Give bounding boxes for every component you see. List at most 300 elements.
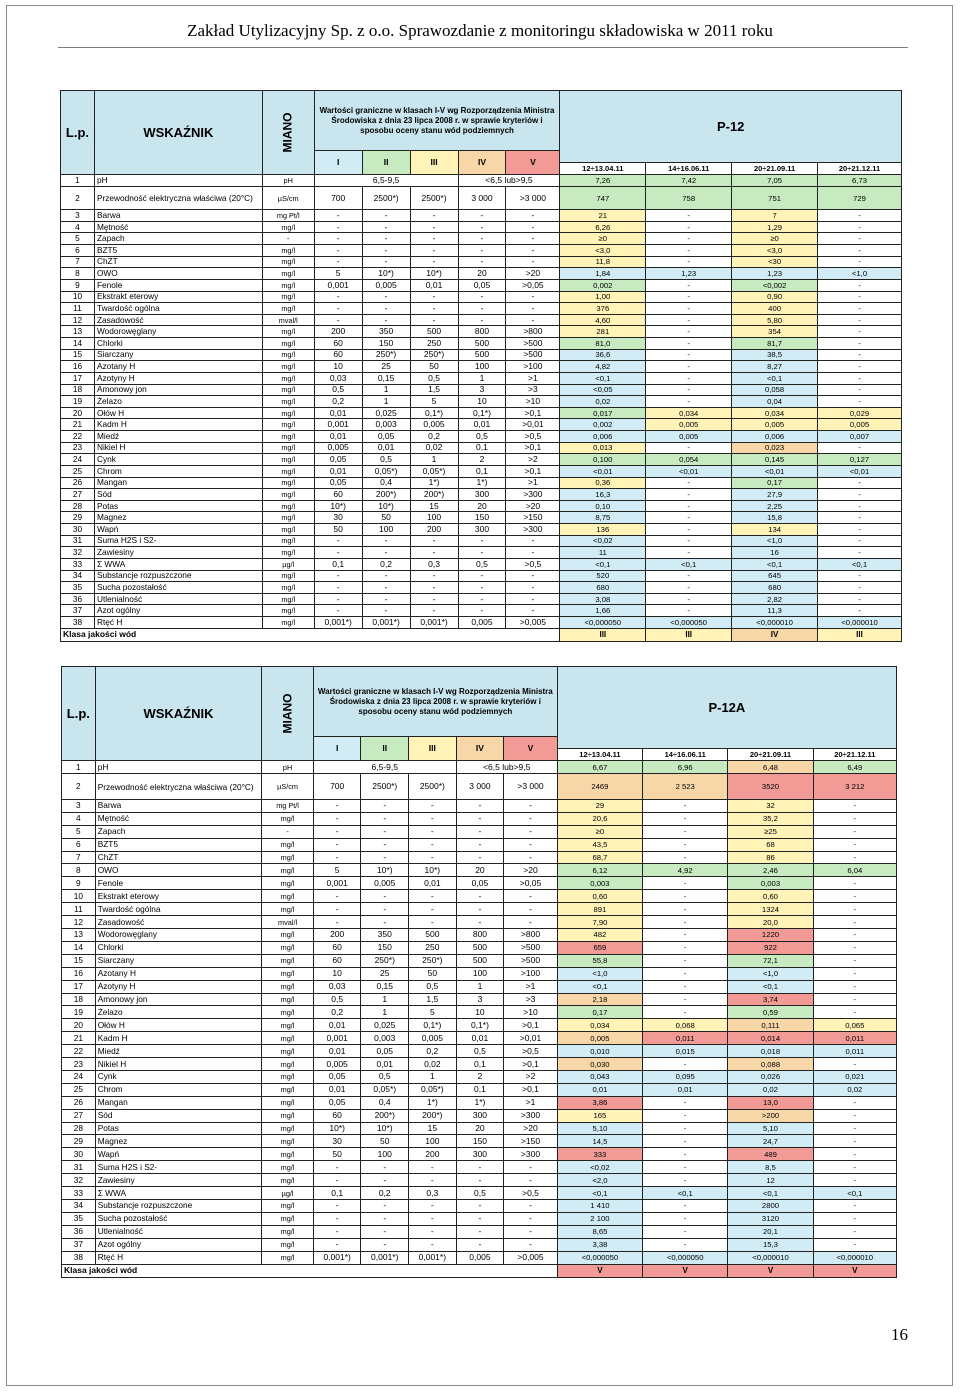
indicator-unit: mg/l xyxy=(262,1096,314,1109)
row-number: 38 xyxy=(62,1251,96,1264)
limit-value: 0,005 xyxy=(313,1058,361,1071)
limit-value: >10 xyxy=(504,1006,558,1019)
indicator-name: pH xyxy=(94,175,262,187)
table-row xyxy=(61,593,902,605)
measurement-value: - xyxy=(813,812,896,825)
sample-date-header: 20÷21.09.11 xyxy=(732,163,818,175)
limit-value: 0,05 xyxy=(458,279,506,291)
limit-value: 0,5 xyxy=(456,1187,504,1200)
measurement-value: - xyxy=(818,314,902,326)
measurement-value: - xyxy=(643,1058,728,1071)
measurement-value: 14,5 xyxy=(557,1135,642,1148)
measurement-value: - xyxy=(643,1006,728,1019)
measurement-value: - xyxy=(818,384,902,396)
indicator-name: Wapń xyxy=(95,1148,262,1161)
table-row xyxy=(62,838,897,851)
limit-value: 0,5 xyxy=(361,1070,409,1083)
measurement-value: - xyxy=(813,1225,896,1238)
limit-value: >800 xyxy=(504,928,558,941)
measurement-value: 0,058 xyxy=(732,384,818,396)
row-number: 27 xyxy=(62,1109,96,1122)
sample-date-header: 14÷16.06.11 xyxy=(643,749,728,761)
measurement-value: 729 xyxy=(818,186,902,209)
table-row xyxy=(61,326,902,338)
indicator-unit: mg/l xyxy=(262,1174,314,1187)
measurement-value: - xyxy=(813,967,896,980)
indicator-name: Azotyny H xyxy=(95,980,262,993)
measurement-value: - xyxy=(818,221,902,233)
limit-value: 0,05*) xyxy=(410,465,458,477)
limit-value: >0,1 xyxy=(506,407,560,419)
table-row xyxy=(62,1161,897,1174)
measurement-value: 29 xyxy=(557,799,642,812)
measurement-value: 680 xyxy=(560,582,646,594)
table-row xyxy=(61,477,902,489)
limit-value: - xyxy=(313,916,361,929)
indicator-name: Zapach xyxy=(95,825,262,838)
limit-value: 15 xyxy=(409,1122,457,1135)
limit-value: - xyxy=(361,1161,409,1174)
limit-value: - xyxy=(456,825,504,838)
measurement-value: - xyxy=(813,799,896,812)
limit-value: 1 xyxy=(362,384,410,396)
measurement-value: - xyxy=(646,384,732,396)
limit-value: 20 xyxy=(456,1122,504,1135)
measurement-value: 891 xyxy=(557,903,642,916)
indicator-unit: mg/l xyxy=(262,1083,314,1096)
row-number: 31 xyxy=(62,1161,96,1174)
measurement-value: - xyxy=(818,524,902,536)
limit-value: 0,001*) xyxy=(362,617,410,629)
table-row xyxy=(62,980,897,993)
measurement-value: <0,1 xyxy=(818,558,902,570)
limit-value: >3 000 xyxy=(506,186,560,209)
measurement-value: <1,0 xyxy=(818,268,902,280)
measurement-value: 21 xyxy=(560,210,646,222)
measurement-value: 0,002 xyxy=(560,279,646,291)
measurement-value: 8,5 xyxy=(728,1161,813,1174)
limit-value: - xyxy=(456,1200,504,1213)
measurement-value: - xyxy=(818,593,902,605)
row-number: 30 xyxy=(62,1148,96,1161)
limit-value: - xyxy=(313,1200,361,1213)
indicator-name: Cynk xyxy=(94,454,262,466)
row-number: 11 xyxy=(61,303,95,315)
limit-value: - xyxy=(504,1212,558,1225)
limit-value: - xyxy=(504,916,558,929)
limit-value: 0,001 xyxy=(313,1032,361,1045)
measurement-value: 2 523 xyxy=(643,774,728,800)
limit-value: - xyxy=(409,851,457,864)
table-row xyxy=(62,1006,897,1019)
row-number: 19 xyxy=(61,396,95,408)
measurement-value: <0,02 xyxy=(557,1161,642,1174)
limit-value: 20 xyxy=(458,500,506,512)
limit-value: 0,2 xyxy=(314,396,362,408)
indicator-name: Chlorki xyxy=(95,941,262,954)
indicator-unit: mg/l xyxy=(262,384,314,396)
row-number: 14 xyxy=(61,338,95,350)
limit-value: - xyxy=(458,593,506,605)
limit-value: - xyxy=(361,1200,409,1213)
limit-value: 1 xyxy=(409,1070,457,1083)
header-miano-text: MIANO xyxy=(280,112,295,153)
indicator-name: BZT5 xyxy=(95,838,262,851)
table-row xyxy=(61,372,902,384)
limit-value: - xyxy=(361,1212,409,1225)
limit-value: 500 xyxy=(458,338,506,350)
table-row xyxy=(61,547,902,559)
limit-value: 150 xyxy=(362,338,410,350)
measurement-value: 3,74 xyxy=(728,993,813,1006)
row-number: 26 xyxy=(61,477,95,489)
indicator-unit: mg/l xyxy=(262,812,314,825)
limit-value: 100 xyxy=(409,1135,457,1148)
measurement-value: 2800 xyxy=(728,1200,813,1213)
table-row xyxy=(61,419,902,431)
measurement-value: 1324 xyxy=(728,903,813,916)
indicator-unit: mg/l xyxy=(262,864,314,877)
measurement-value: 758 xyxy=(646,186,732,209)
measurement-value: 1,66 xyxy=(560,605,646,617)
limit-value: 0,1 xyxy=(314,558,362,570)
table-row xyxy=(62,1109,897,1122)
limit-value: 10 xyxy=(456,1006,504,1019)
limit-value: 0,05 xyxy=(314,454,362,466)
row-number: 20 xyxy=(62,1019,96,1032)
class-header: IV xyxy=(458,151,506,175)
measurement-value: 5,10 xyxy=(728,1122,813,1135)
limit-value: - xyxy=(409,916,457,929)
limit-value: 0,003 xyxy=(361,1032,409,1045)
row-number: 10 xyxy=(62,890,96,903)
row-number: 6 xyxy=(61,245,95,257)
limit-value: 0,001*) xyxy=(410,617,458,629)
limit-value: - xyxy=(506,291,560,303)
measurement-value: 81,0 xyxy=(560,338,646,350)
quality-class-label: Klasa jakości wód xyxy=(62,1264,558,1277)
limit-value: 0,5 xyxy=(410,372,458,384)
measurement-value: - xyxy=(818,361,902,373)
measurement-value: - xyxy=(643,1238,728,1251)
table-row xyxy=(61,512,902,524)
measurement-value: - xyxy=(643,877,728,890)
measurement-value: - xyxy=(643,890,728,903)
measurement-value: <0,1 xyxy=(732,558,818,570)
limit-value: - xyxy=(456,1238,504,1251)
limit-value: 0,5 xyxy=(456,1045,504,1058)
limit-value: >1 xyxy=(504,1096,558,1109)
indicator-unit: mg/l xyxy=(262,1161,314,1174)
row-number: 4 xyxy=(61,221,95,233)
measurement-value: - xyxy=(813,1122,896,1135)
class-header: III xyxy=(410,151,458,175)
limit-value: - xyxy=(410,291,458,303)
measurement-value: - xyxy=(818,291,902,303)
row-number: 2 xyxy=(62,774,96,800)
row-number: 4 xyxy=(62,812,96,825)
row-number: 25 xyxy=(62,1083,96,1096)
row-number: 15 xyxy=(61,349,95,361)
indicator-name: Zasadowość xyxy=(94,314,262,326)
measurement-value: - xyxy=(818,372,902,384)
limit-value: 0,005 xyxy=(314,442,362,454)
row-number: 7 xyxy=(61,256,95,268)
measurement-value: 3,38 xyxy=(557,1238,642,1251)
measurement-value: 0,59 xyxy=(728,1006,813,1019)
indicator-unit: mg/l xyxy=(262,1238,314,1251)
table-row xyxy=(61,396,902,408)
limit-value: 0,3 xyxy=(409,1187,457,1200)
indicator-name: ChZT xyxy=(95,851,262,864)
indicator-unit: mg/l xyxy=(262,570,314,582)
limit-value: - xyxy=(506,256,560,268)
measurement-value: 72,1 xyxy=(728,954,813,967)
measurement-value: 15,3 xyxy=(728,1238,813,1251)
measurement-value: - xyxy=(813,1161,896,1174)
limit-value: 3 xyxy=(458,384,506,396)
limit-value: - xyxy=(409,1212,457,1225)
row-number: 18 xyxy=(61,384,95,396)
indicator-name: Chrom xyxy=(95,1083,262,1096)
measurement-value: <0,1 xyxy=(560,558,646,570)
limit-value: - xyxy=(362,210,410,222)
limit-value: - xyxy=(314,582,362,594)
limit-value: 0,01 xyxy=(313,1019,361,1032)
measurement-value: 0,034 xyxy=(557,1019,642,1032)
limit-value: - xyxy=(361,812,409,825)
measurement-value: 747 xyxy=(560,186,646,209)
table-row xyxy=(62,812,897,825)
limit-value: 0,2 xyxy=(313,1006,361,1019)
measurement-value: 68,7 xyxy=(557,851,642,864)
measurement-value: <0,1 xyxy=(557,980,642,993)
indicator-unit: mg/l xyxy=(262,941,314,954)
measurement-value: 7 xyxy=(732,210,818,222)
limit-value: 250 xyxy=(409,941,457,954)
limit-value: 0,2 xyxy=(361,1187,409,1200)
limit-value: 3 000 xyxy=(456,774,504,800)
measurement-value: 6,67 xyxy=(557,761,642,774)
measurement-value: - xyxy=(646,221,732,233)
limit-value: - xyxy=(504,890,558,903)
measurement-value: <30 xyxy=(732,256,818,268)
measurement-value: <0,02 xyxy=(560,535,646,547)
limit-value: 0,1 xyxy=(456,1083,504,1096)
measurement-value: 520 xyxy=(560,570,646,582)
measurement-value: 13,0 xyxy=(728,1096,813,1109)
measurement-value: 333 xyxy=(557,1148,642,1161)
quality-class-value: III xyxy=(818,628,902,641)
class-header: II xyxy=(362,151,410,175)
measurement-value: <0,000010 xyxy=(732,617,818,629)
limit-value: 200 xyxy=(410,524,458,536)
measurement-value: 0,007 xyxy=(818,431,902,443)
measurement-value: 0,013 xyxy=(560,442,646,454)
measurement-value: <0,000050 xyxy=(557,1251,642,1264)
measurement-value: - xyxy=(643,851,728,864)
measurement-value: - xyxy=(643,1148,728,1161)
limit-value: 60 xyxy=(313,1109,361,1122)
limit-value: 800 xyxy=(456,928,504,941)
indicator-name: Substancje rozpuszczone xyxy=(95,1200,262,1213)
limit-value: 250*) xyxy=(409,954,457,967)
indicator-name: Fenole xyxy=(95,877,262,890)
limit-value: - xyxy=(458,535,506,547)
measurement-value: - xyxy=(818,233,902,245)
measurement-value: 2,82 xyxy=(732,593,818,605)
measurement-value: 6,12 xyxy=(557,864,642,877)
measurement-value: ≥0 xyxy=(560,233,646,245)
limit-value: 0,05 xyxy=(313,1096,361,1109)
page-number: 16 xyxy=(891,1325,908,1344)
limit-value: - xyxy=(504,1161,558,1174)
table-row xyxy=(62,799,897,812)
measurement-value: - xyxy=(643,838,728,851)
limit-value: - xyxy=(361,916,409,929)
measurement-value: - xyxy=(646,582,732,594)
limit-value: - xyxy=(458,210,506,222)
row-number: 32 xyxy=(62,1174,96,1187)
measurement-value: 0,014 xyxy=(728,1032,813,1045)
limit-value: >300 xyxy=(504,1148,558,1161)
measurement-value: 0,005 xyxy=(557,1032,642,1045)
limit-value: 150 xyxy=(361,941,409,954)
limit-value: - xyxy=(362,221,410,233)
indicator-unit: mg/l xyxy=(262,1251,314,1264)
limit-value: - xyxy=(409,825,457,838)
indicator-unit: pH xyxy=(262,761,314,774)
indicator-name: Przewodność elektryczna właściwa (20°C) xyxy=(94,186,262,209)
limit-value: 0,15 xyxy=(362,372,410,384)
indicator-unit: mg/l xyxy=(262,1045,314,1058)
limit-value: 0,3 xyxy=(410,558,458,570)
indicator-unit: mg/l xyxy=(262,593,314,605)
measurement-value: 20,0 xyxy=(728,916,813,929)
limit-value: 0,2 xyxy=(409,1045,457,1058)
measurement-value: 2469 xyxy=(557,774,642,800)
indicator-name: Potas xyxy=(94,500,262,512)
limit-value: 0,1*) xyxy=(456,1019,504,1032)
measurement-value: 1,00 xyxy=(560,291,646,303)
measurement-value: - xyxy=(643,1212,728,1225)
indicator-name: Wodorowęglany xyxy=(95,928,262,941)
class-header: V xyxy=(506,151,560,175)
limit-value: 0,05*) xyxy=(409,1083,457,1096)
limit-value: 200 xyxy=(314,326,362,338)
indicator-unit: mval/l xyxy=(262,916,314,929)
limit-value: - xyxy=(409,890,457,903)
limit-range: 6,5-9,5 xyxy=(314,175,458,187)
measurement-value: - xyxy=(813,1200,896,1213)
limit-value: - xyxy=(314,303,362,315)
limit-value: 0,01 xyxy=(313,1045,361,1058)
limit-value: >0,01 xyxy=(504,1032,558,1045)
limit-value: 700 xyxy=(314,186,362,209)
limit-value: 0,025 xyxy=(362,407,410,419)
row-number: 38 xyxy=(61,617,95,629)
row-number: 17 xyxy=(62,980,96,993)
indicator-unit: mg/l xyxy=(262,1058,314,1071)
indicator-name: Azotany H xyxy=(95,967,262,980)
measurement-value: 68 xyxy=(728,838,813,851)
indicator-unit: mg/l xyxy=(262,547,314,559)
indicator-name: Ołów H xyxy=(94,407,262,419)
limit-value: - xyxy=(362,605,410,617)
measurement-value: <0,01 xyxy=(646,465,732,477)
measurement-value: - xyxy=(813,838,896,851)
sampling-point-label: P-12A xyxy=(557,667,896,749)
table-row xyxy=(61,186,902,209)
limit-value: 0,01 xyxy=(314,431,362,443)
measurement-value: 7,90 xyxy=(557,916,642,929)
measurement-value: 11,8 xyxy=(560,256,646,268)
measurement-value: - xyxy=(818,477,902,489)
indicator-unit: mg/l xyxy=(262,268,314,280)
limit-value: >100 xyxy=(504,967,558,980)
indicator-unit: mg/l xyxy=(262,838,314,851)
limit-value: - xyxy=(410,547,458,559)
measurement-value: 11 xyxy=(560,547,646,559)
limit-value: 0,005 xyxy=(361,877,409,890)
table-row xyxy=(61,384,902,396)
limit-value: - xyxy=(410,303,458,315)
limit-range: 6,5-9,5 xyxy=(313,761,456,774)
measurement-value: 35,2 xyxy=(728,812,813,825)
indicator-unit: mg/l xyxy=(262,489,314,501)
row-number: 32 xyxy=(61,547,95,559)
measurement-value: 0,088 xyxy=(728,1058,813,1071)
limit-value: - xyxy=(506,593,560,605)
table-row xyxy=(61,431,902,443)
limit-value: 200*) xyxy=(410,489,458,501)
limit-value: 500 xyxy=(456,941,504,954)
measurement-value: 2,46 xyxy=(728,864,813,877)
indicator-unit: mg/l xyxy=(262,1006,314,1019)
limit-value: >500 xyxy=(506,349,560,361)
limit-value: - xyxy=(504,1200,558,1213)
table-row xyxy=(61,489,902,501)
limit-value: 2500*) xyxy=(361,774,409,800)
limit-value: - xyxy=(504,1225,558,1238)
table-row xyxy=(62,1174,897,1187)
indicator-unit: mg/l xyxy=(262,524,314,536)
indicator-name: Zapach xyxy=(94,233,262,245)
table-row xyxy=(61,349,902,361)
limit-value: - xyxy=(314,605,362,617)
limit-value: 1 xyxy=(361,993,409,1006)
indicator-name: Potas xyxy=(95,1122,262,1135)
row-number: 3 xyxy=(61,210,95,222)
indicator-unit: mg/l xyxy=(262,407,314,419)
limit-value: 0,1 xyxy=(313,1187,361,1200)
indicator-name: Zasadowość xyxy=(95,916,262,929)
limit-value: 10*) xyxy=(410,268,458,280)
indicator-unit: mg/l xyxy=(262,980,314,993)
measurement-value: 32 xyxy=(728,799,813,812)
measurement-value: <2,0 xyxy=(557,1174,642,1187)
limit-value: 0,1*) xyxy=(458,407,506,419)
limit-value: 1*) xyxy=(458,477,506,489)
limit-value: 200 xyxy=(409,1148,457,1161)
measurement-value: - xyxy=(646,489,732,501)
indicator-unit: mg/l xyxy=(262,582,314,594)
indicator-name: Amonowy jon xyxy=(95,993,262,1006)
limit-value: 1 xyxy=(458,372,506,384)
limit-value: 0,05 xyxy=(314,477,362,489)
measurement-value: 6,49 xyxy=(813,761,896,774)
measurement-value: 1 410 xyxy=(557,1200,642,1213)
